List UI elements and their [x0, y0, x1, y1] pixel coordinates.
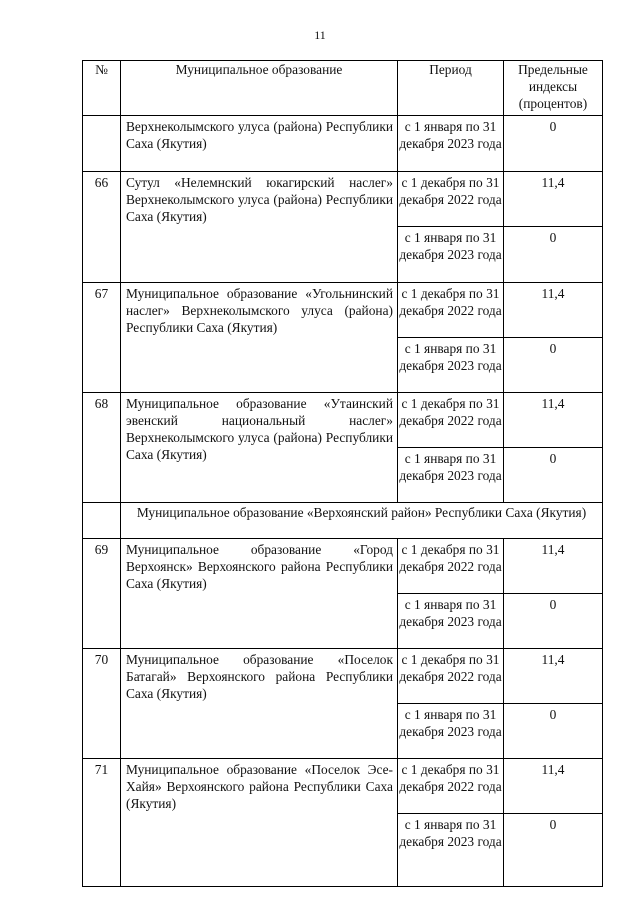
table-header-row: [83, 61, 603, 116]
row-num: 70: [83, 649, 121, 759]
row-index: 0: [504, 594, 603, 649]
row-name: Муниципальное образование «Утаинский эвенский национальный наслег» Верхнеколымского улуса (района) Республики Саха (Якутия): [121, 393, 398, 503]
table-row: [83, 283, 603, 338]
table-row: [83, 759, 603, 814]
row-period: с 1 января по 31 декабря 2023 года: [398, 227, 504, 283]
row-num: 69: [83, 539, 121, 649]
table-row: [83, 393, 603, 448]
row-period: с 1 декабря по 31 декабря 2022 года: [398, 539, 504, 594]
row-name: Верхнеколымского улуса (района) Республики Саха (Якутия): [121, 116, 398, 172]
table-row: [83, 172, 603, 227]
row-index: 0: [504, 338, 603, 393]
row-period: с 1 декабря по 31 декабря 2022 года: [398, 172, 504, 227]
table-row: [83, 539, 603, 594]
row-index: 0: [504, 704, 603, 759]
header-num: №: [83, 61, 121, 116]
row-num: 68: [83, 393, 121, 503]
row-index: 0: [504, 814, 603, 887]
row-period: с 1 декабря по 31 декабря 2022 года: [398, 393, 504, 448]
row-name: Муниципальное образование «Город Верхоянск» Верхоянского района Республики Саха (Якутия): [121, 539, 398, 649]
row-name: Муниципальное образование «Угольнинский наслег» Верхнеколымского улуса (района) Республики Саха (Якутия): [121, 283, 398, 393]
row-period: с 1 января по 31 декабря 2023 года: [398, 814, 504, 887]
header-period: Период: [398, 61, 504, 116]
row-period: с 1 января по 31 декабря 2023 года: [398, 338, 504, 393]
row-period: с 1 декабря по 31 декабря 2022 года: [398, 283, 504, 338]
row-name: Сутул «Нелемнский юкагирский наслег» Верхнеколымского улуса (района) Республики Саха (Якутия): [121, 172, 398, 283]
indices-table: [82, 60, 603, 887]
row-index: 0: [504, 448, 603, 503]
row-num: 71: [83, 759, 121, 887]
row-num: [83, 503, 121, 539]
row-num: [83, 116, 121, 172]
row-index: 0: [504, 116, 603, 172]
page-number: 11: [314, 28, 326, 42]
row-num: 66: [83, 172, 121, 283]
row-period: с 1 декабря по 31 декабря 2022 года: [398, 649, 504, 704]
table-row: [83, 649, 603, 704]
header-index: Предельные индексы (процентов): [504, 61, 603, 116]
row-index: 11,4: [504, 649, 603, 704]
row-index: 11,4: [504, 172, 603, 227]
row-index: 0: [504, 227, 603, 283]
row-name: Муниципальное образование «Поселок Батагай» Верхоянского района Республики Саха (Якутия): [121, 649, 398, 759]
row-name: Муниципальное образование «Поселок Эсе-Хайя» Верхоянского района Республики Саха (Якутия): [121, 759, 398, 887]
row-index: 11,4: [504, 393, 603, 448]
row-index: 11,4: [504, 759, 603, 814]
section-row: [83, 503, 603, 539]
row-period: с 1 января по 31 декабря 2023 года: [398, 448, 504, 503]
table-row: [83, 116, 603, 172]
row-period: с 1 января по 31 декабря 2023 года: [398, 594, 504, 649]
row-period: с 1 января по 31 декабря 2023 года: [398, 116, 504, 172]
header-name: Муниципальное образование: [121, 61, 398, 116]
section-title: Муниципальное образование «Верхоянский район» Республики Саха (Якутия): [121, 503, 603, 539]
row-index: 11,4: [504, 283, 603, 338]
row-period: с 1 декабря по 31 декабря 2022 года: [398, 759, 504, 814]
row-period: с 1 января по 31 декабря 2023 года: [398, 704, 504, 759]
row-index: 11,4: [504, 539, 603, 594]
row-num: 67: [83, 283, 121, 393]
